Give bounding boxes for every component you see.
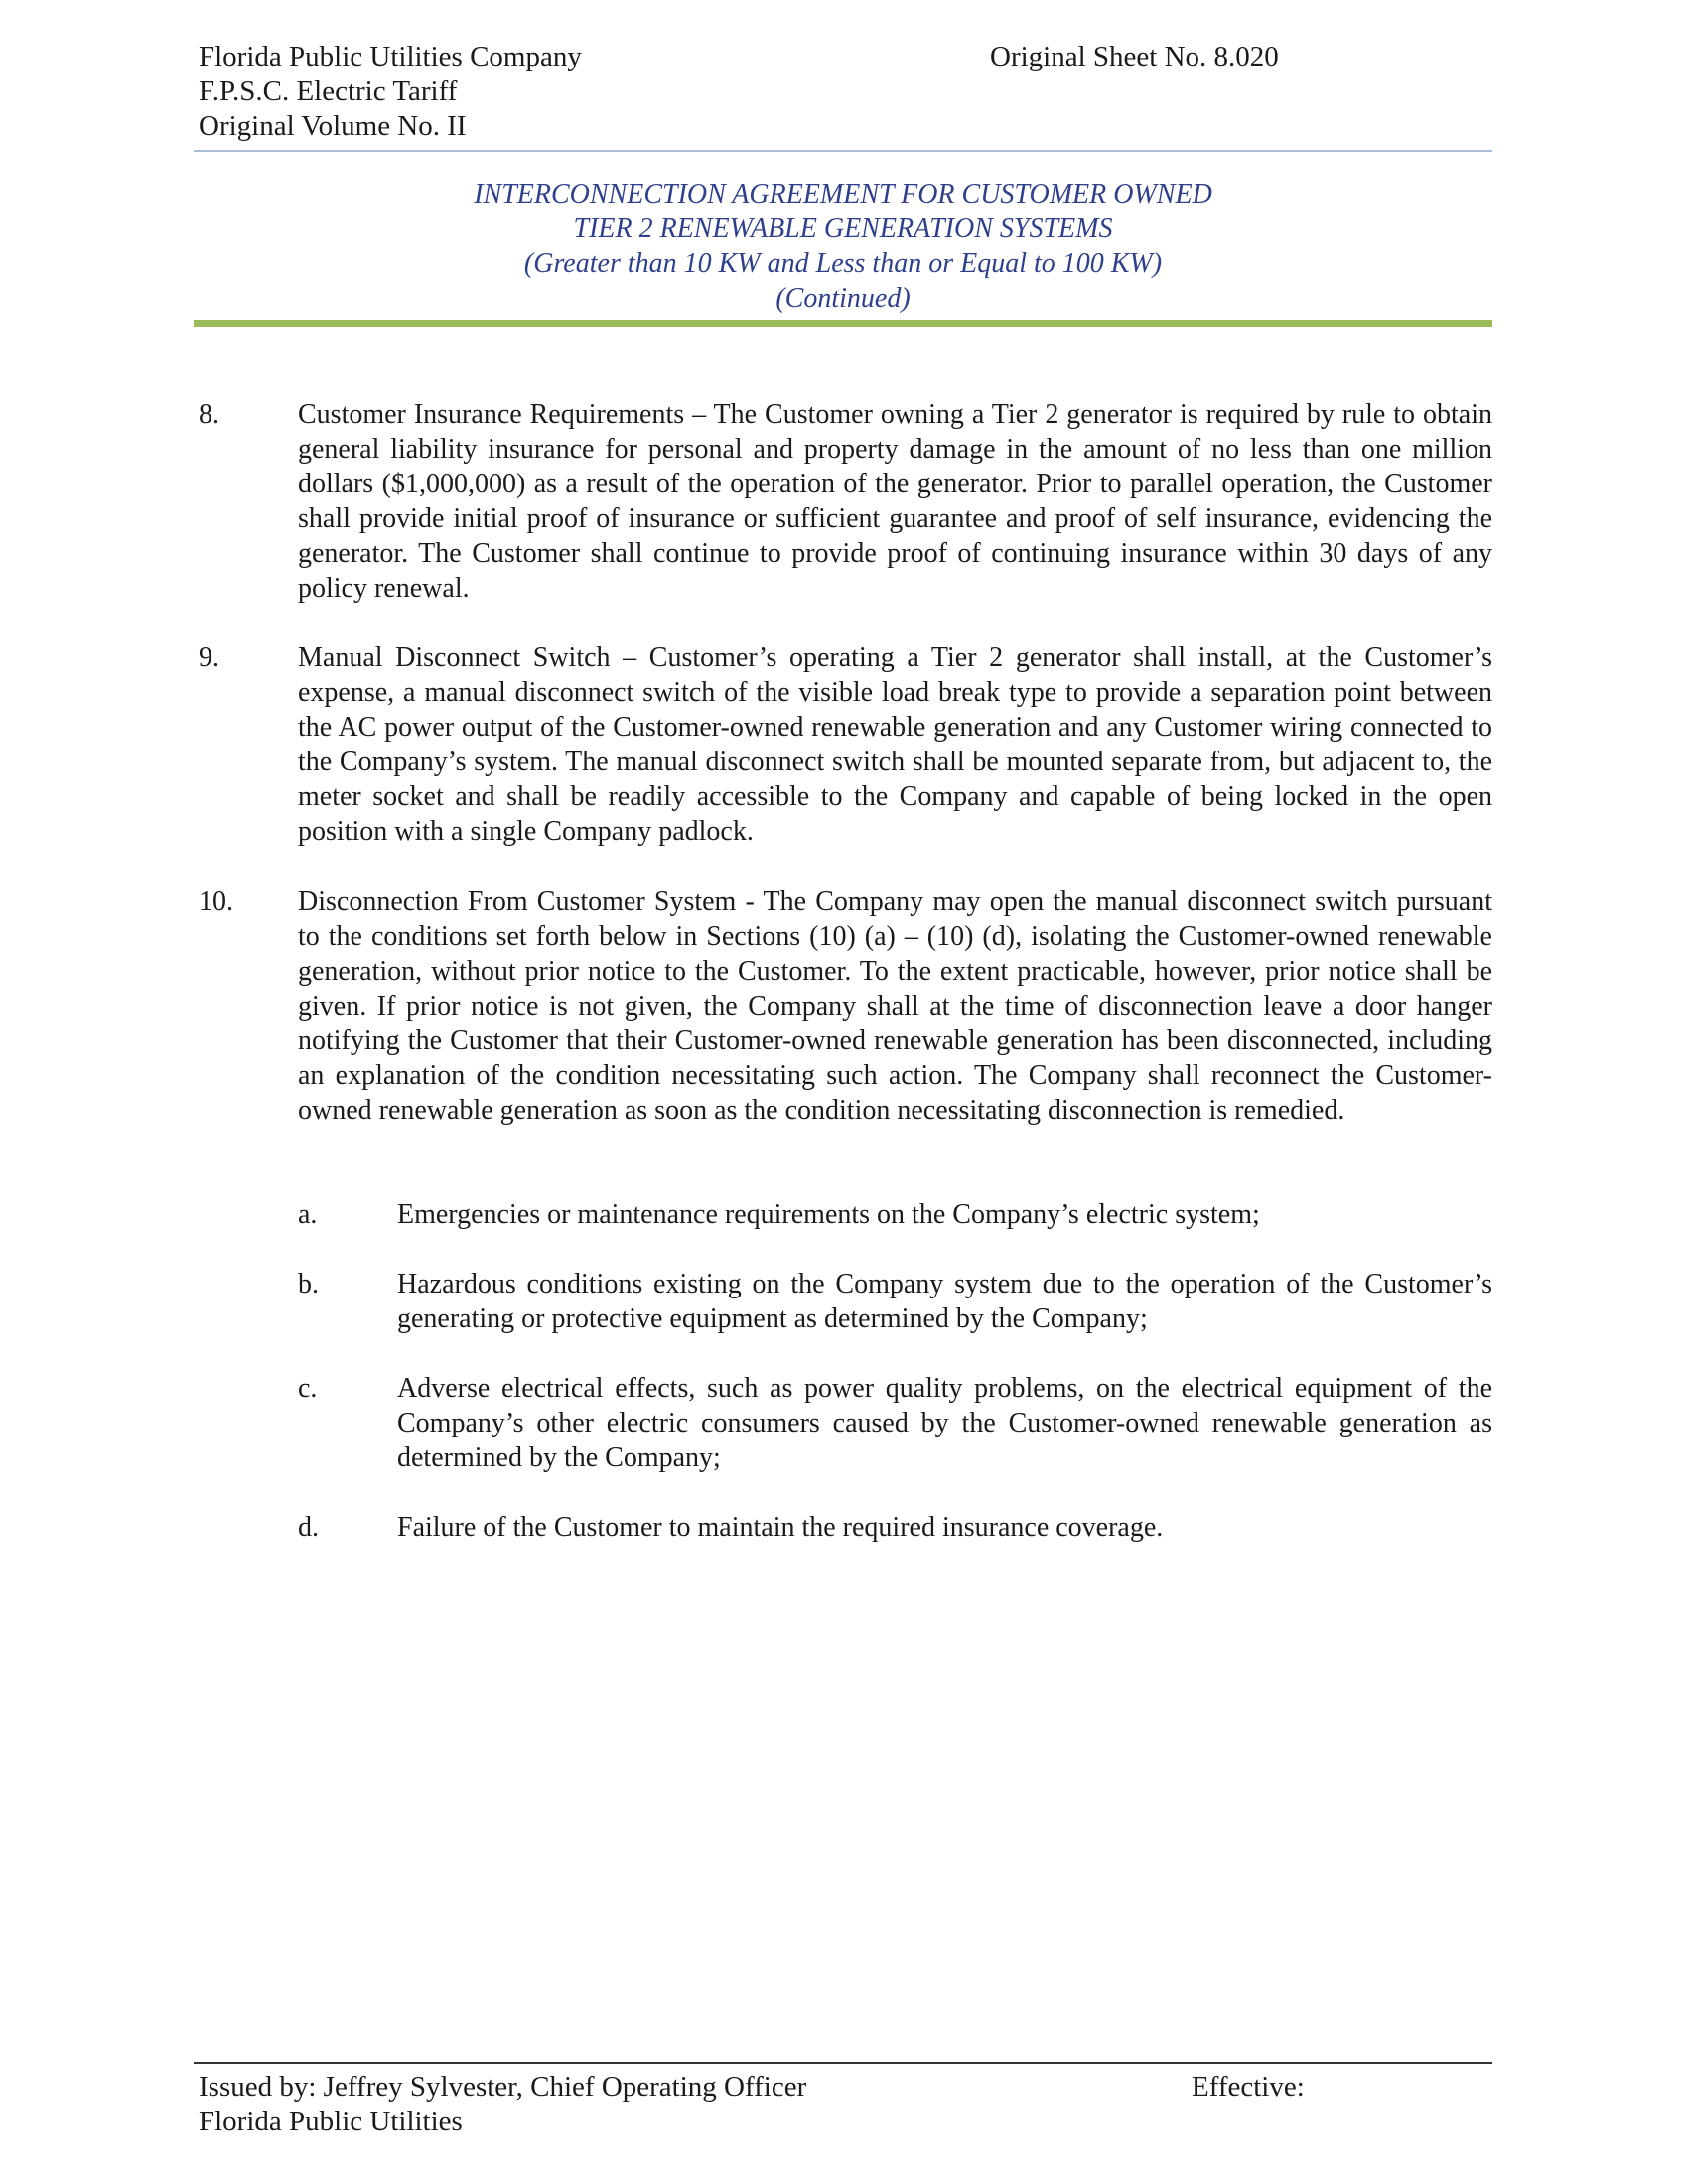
- section-8: [199, 397, 1492, 606]
- subsection-c: [298, 1371, 1492, 1475]
- title-divider: [194, 320, 1492, 327]
- footer-left: [199, 2070, 806, 2139]
- subsection-letter: a.: [298, 1199, 318, 1230]
- document-title: [194, 177, 1492, 316]
- title-line-1: INTERCONNECTION AGREEMENT FOR CUSTOMER OWNED: [474, 179, 1212, 209]
- subsection-text: Emergencies or maintenance requirements on the Company’s electric system;: [397, 1199, 1260, 1230]
- subsection-letter: d.: [298, 1512, 319, 1543]
- footer-org: Florida Public Utilities: [199, 2106, 463, 2137]
- section-number: 8.: [199, 399, 219, 430]
- sheet-number: Original Sheet No. 8.020: [990, 41, 1279, 72]
- effective-date: Effective:: [1192, 2071, 1305, 2103]
- subsection-a: [298, 1197, 1492, 1232]
- subsection-b: [298, 1267, 1492, 1336]
- company-name: Florida Public Utilities Company: [199, 41, 582, 72]
- tariff-name: F.P.S.C. Electric Tariff: [199, 75, 458, 107]
- section-10: [199, 885, 1492, 1128]
- section-text: Manual Disconnect Switch – Customer’s operating a Tier 2 generator shall install, at the Customer’s expense, a manual disconnect switch of the visible load break type to provide a separation point between the AC power output of the Customer-owned renewable generation and any Customer wiring connected to the Company’s system. The manual disconnect switch shall be mounted separate from, but adjacent to, the meter socket and shall be readily accessible to the Company and capable of being locked in the open position with a single Company padlock.: [298, 642, 1492, 847]
- subsection-text: Failure of the Customer to maintain the required insurance coverage.: [397, 1512, 1164, 1543]
- title-line-2: TIER 2 RENEWABLE GENERATION SYSTEMS: [573, 213, 1113, 244]
- header-left: [199, 40, 582, 144]
- section-number: 10.: [199, 887, 233, 917]
- subsection-text: Adverse electrical effects, such as power quality problems, on the electrical equipment of the Company’s other electric consumers caused by the Customer-owned renewable generation as determined by the Company;: [397, 1373, 1492, 1473]
- section-number: 9.: [199, 642, 219, 673]
- subsection-letter: c.: [298, 1373, 318, 1404]
- subsection-text: Hazardous conditions existing on the Company system due to the operation of the Customer’s generating or protective equipment as determined by the Company;: [397, 1269, 1492, 1334]
- title-line-3: (Greater than 10 KW and Less than or Equal to 100 KW): [523, 248, 1163, 279]
- header-divider: [194, 150, 1492, 152]
- subsection-letter: b.: [298, 1269, 319, 1299]
- subsection-d: [298, 1510, 1492, 1545]
- section-9: [199, 640, 1492, 849]
- footer-divider: [194, 2062, 1492, 2064]
- section-text: Disconnection From Customer System - The Company may open the manual disconnect switch pursuant to the conditions set forth below in Sections (10) (a) – (10) (d), isolating the Customer-owned renewable generation, without prior notice to the Customer. To the extent practicable, however, prior notice shall be given. If prior notice is not given, the Company shall at the time of disconnection leave a door hanger notifying the Customer that their Customer-owned renewable generation has been disconnected, including an explanation of the condition necessitating such action. The Company shall reconnect the Customer-owned renewable generation as soon as the condition necessitating disconnection is remedied.: [298, 887, 1492, 1126]
- section-text: Customer Insurance Requirements – The Customer owning a Tier 2 generator is required by rule to obtain general liability insurance for personal and property damage in the amount of no less than one million dollars ($1,000,000) as a result of the operation of the generator. Prior to parallel operation, the Customer shall provide initial proof of insurance or sufficient guarantee and proof of self insurance, evidencing the generator. The Customer shall continue to provide proof of continuing insurance within 30 days of any policy renewal.: [298, 399, 1492, 604]
- issued-by: Issued by: Jeffrey Sylvester, Chief Operating Officer: [199, 2071, 807, 2103]
- title-line-4: (Continued): [775, 283, 911, 314]
- volume-number: Original Volume No. II: [199, 110, 467, 142]
